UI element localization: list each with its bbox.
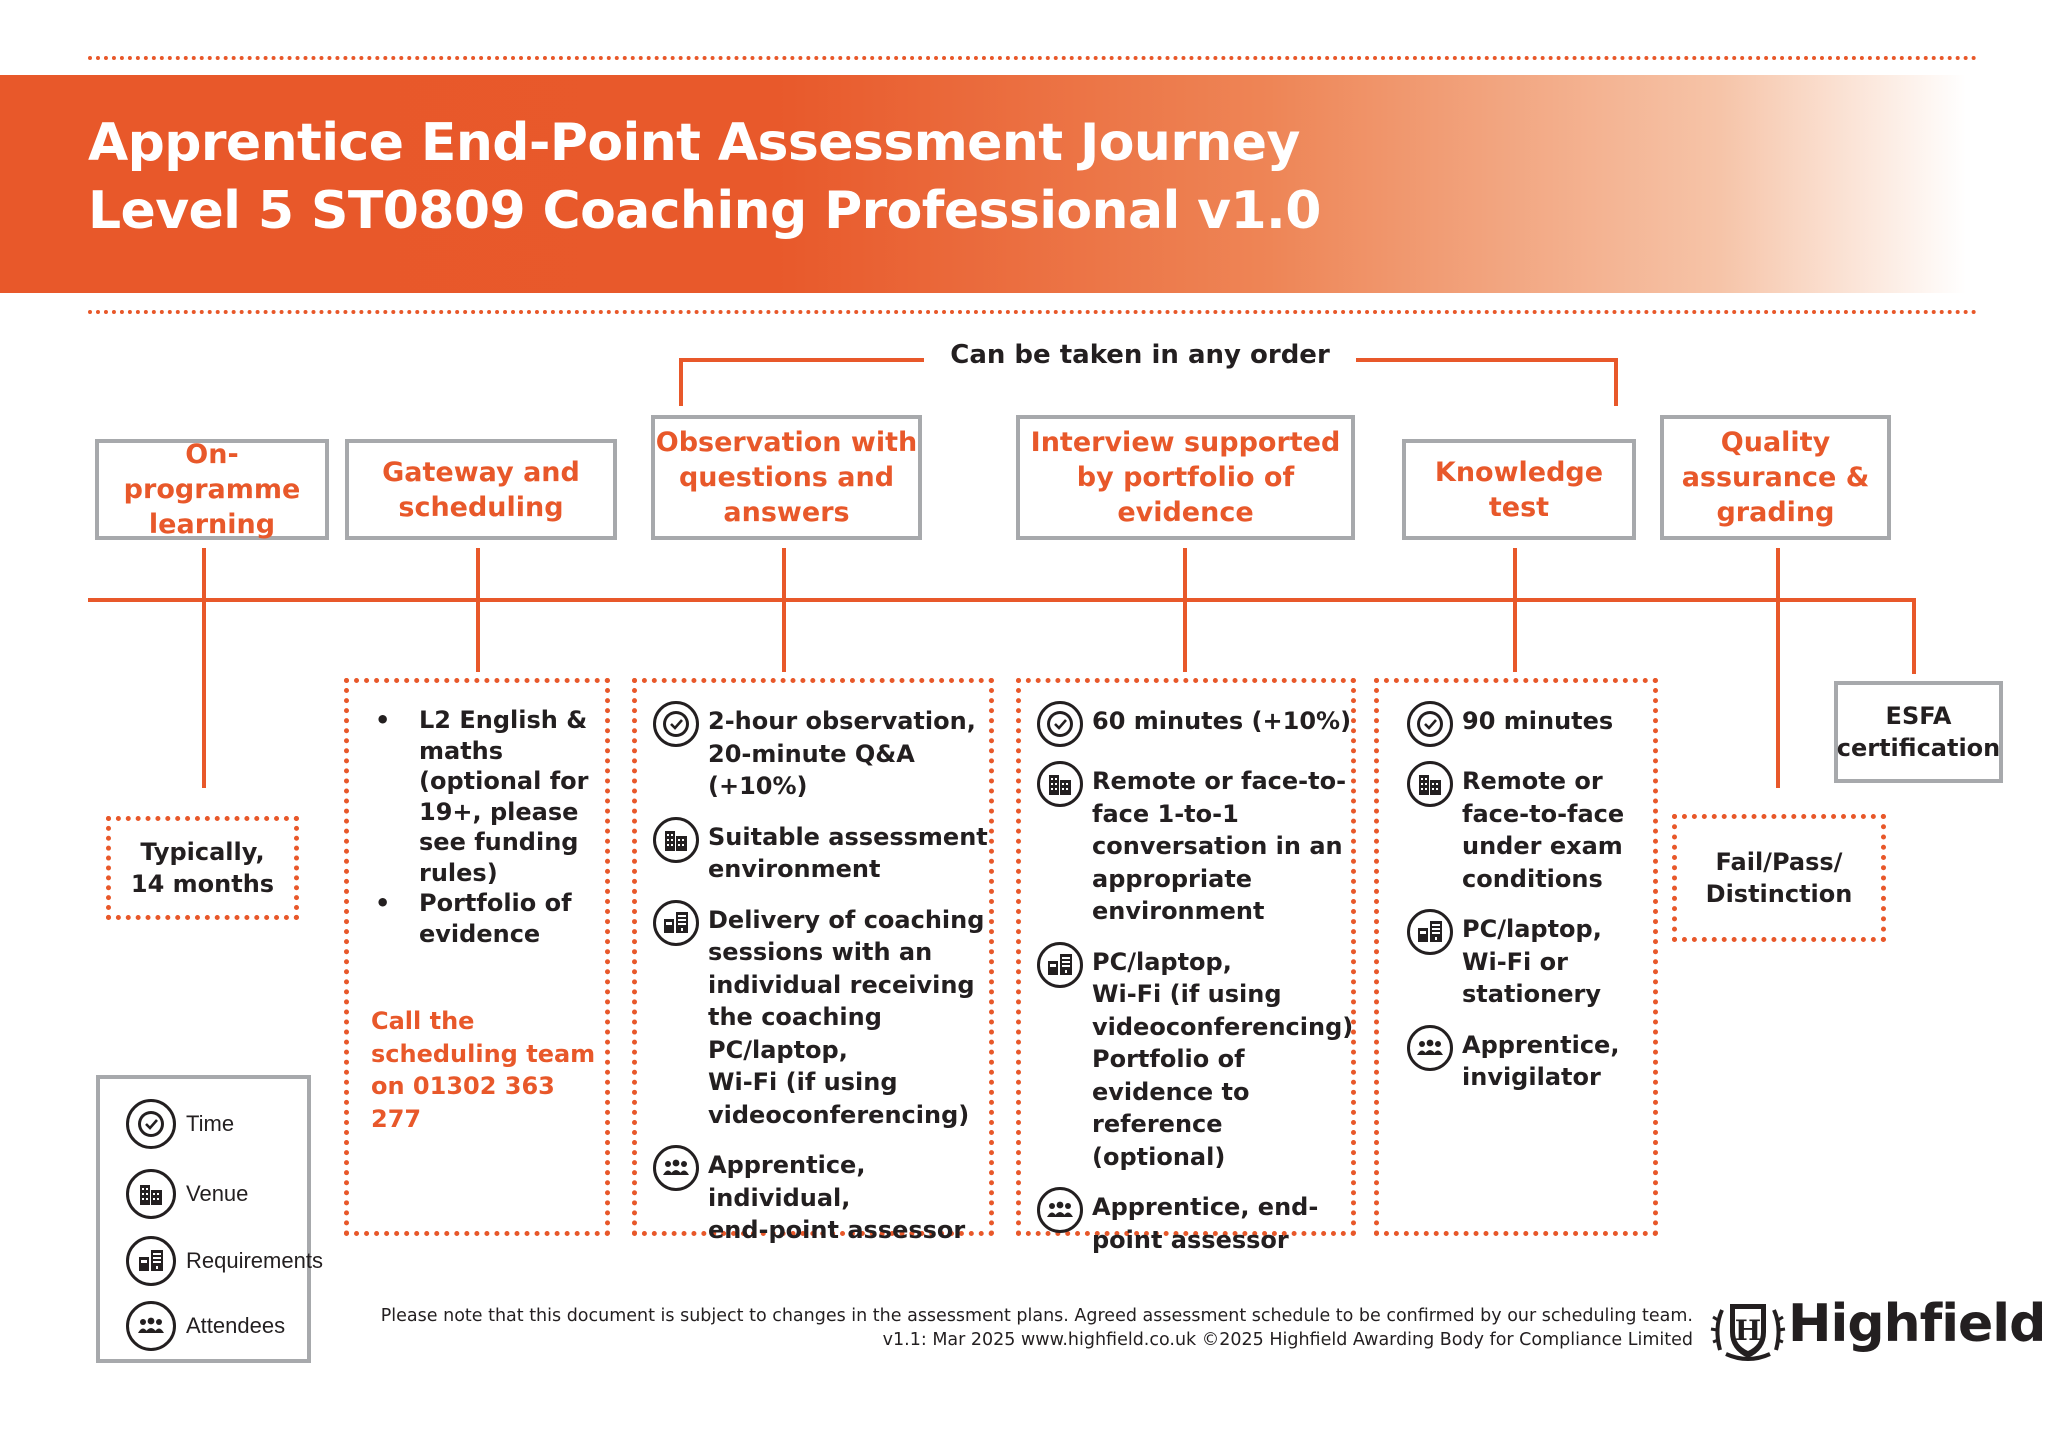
clock-icon — [126, 1099, 176, 1149]
people-icon — [653, 1145, 699, 1191]
stage-knowledge-test: Knowledge test — [1402, 439, 1636, 540]
observation-details-box — [632, 678, 994, 1244]
knowledge-attendees: Apprentice, invigilator — [1407, 1029, 1657, 1094]
knowledge-requirements: PC/laptop, Wi-Fi or stationery — [1407, 913, 1657, 1011]
page-title-line1: Apprentice End-Point Assessment Journey — [88, 113, 1300, 173]
connector-knowledge — [1513, 548, 1517, 672]
legend-venue: Venue — [126, 1169, 248, 1219]
interview-venue: Remote or face-to- face 1-to-1 conversation in an appropriate environment — [1037, 765, 1357, 928]
interview-requirements: PC/laptop, Wi-Fi (if using videoconferencing) Portfolio of evidence to reference (optional) — [1037, 946, 1357, 1174]
interview-attendees: Apprentice, end- point assessor — [1037, 1191, 1357, 1256]
highfield-crest-icon — [1708, 1290, 1788, 1370]
highfield-logo — [1708, 1290, 2048, 1370]
call-scheduling-team: Call the scheduling team on 01302 363 277 — [371, 1007, 596, 1133]
bottom-dotted-rule — [88, 310, 1978, 314]
knowledge-details-box — [1374, 678, 1658, 1236]
building-icon — [126, 1169, 176, 1219]
equipment-icon — [1407, 909, 1453, 955]
interview-details-box — [1016, 678, 1356, 1254]
connector-interview — [1183, 548, 1187, 672]
equipment-icon — [653, 900, 699, 946]
clock-icon — [1037, 701, 1083, 747]
observation-venue: Suitable assessment environment — [653, 821, 993, 886]
legend-time: Time — [126, 1099, 234, 1149]
disclaimer-note: Please note that this document is subject to changes in the assessment plans. Agreed assessment schedule to be confirmed by our scheduling team. — [380, 1306, 1693, 1326]
stage-on-programme-learning: On-programme learning — [95, 439, 329, 540]
observation-time: 2-hour observation, 20-minute Q&A (+10%) — [653, 705, 993, 803]
people-icon — [126, 1301, 176, 1351]
any-order-label: Can be taken in any order — [950, 340, 1330, 370]
observation-attendees: Apprentice, individual, end-point assessor — [653, 1149, 993, 1247]
stage-interview: Interview supported by portfolio of evidence — [1016, 415, 1355, 540]
timeline-axis — [88, 598, 1916, 602]
top-dotted-rule — [88, 56, 1978, 60]
equipment-icon — [1037, 942, 1083, 988]
gateway-bullet-portfolio: • Portfolio of evidence — [375, 889, 572, 948]
building-icon — [1037, 761, 1083, 807]
equipment-icon — [126, 1236, 176, 1286]
any-order-bracket-left — [679, 359, 683, 406]
connector-on-programme — [202, 548, 206, 788]
people-icon — [1407, 1025, 1453, 1071]
people-icon — [1037, 1187, 1083, 1233]
header-banner — [0, 75, 2048, 293]
connector-quality — [1776, 548, 1780, 788]
icon-legend — [96, 1075, 323, 1363]
duration-box: Typically, 14 months — [106, 816, 299, 920]
highfield-wordmark: Highfield — [1788, 1294, 2046, 1354]
esfa-certification-box: ESFA certification — [1834, 681, 2003, 783]
connector-gateway — [476, 548, 480, 672]
interview-time: 60 minutes (+10%) — [1037, 705, 1357, 747]
knowledge-time: 90 minutes — [1407, 705, 1657, 747]
stage-quality-assurance: Quality assurance & grading — [1660, 415, 1891, 540]
clock-icon — [1407, 701, 1453, 747]
legend-requirements: Requirements — [126, 1236, 323, 1286]
version-note: v1.1: Mar 2025 www.highfield.co.uk ©2025 Highfield Awarding Body for Compliance Limited — [882, 1330, 1693, 1350]
building-icon — [1407, 761, 1453, 807]
gateway-bullet-english-maths: • L2 English & maths (optional for 19+, please see funding rules) — [375, 706, 589, 887]
stage-gateway-scheduling: Gateway and scheduling — [345, 439, 617, 540]
any-order-bracket-right — [1614, 359, 1618, 406]
connector-observation — [782, 548, 786, 672]
gateway-details-box — [344, 678, 610, 1236]
building-icon — [653, 817, 699, 863]
observation-requirements: Delivery of coaching sessions with an individual receiving the coaching PC/laptop, Wi-Fi (if using videoconferencing) — [653, 904, 993, 1132]
stage-observation: Observation with questions and answers — [651, 415, 922, 540]
grades-box: Fail/Pass/ Distinction — [1672, 814, 1886, 942]
any-order-bracket-top-right — [1356, 358, 1618, 362]
any-order-bracket-top-left — [679, 358, 924, 362]
knowledge-venue: Remote or face-to-face under exam conditions — [1407, 765, 1657, 895]
timeline-end-drop — [1912, 598, 1916, 674]
clock-icon — [653, 701, 699, 747]
svg-text:H: H — [1734, 1314, 1762, 1347]
legend-attendees: Attendees — [126, 1301, 285, 1351]
page-title-line2: Level 5 ST0809 Coaching Professional v1.0 — [88, 181, 1321, 241]
